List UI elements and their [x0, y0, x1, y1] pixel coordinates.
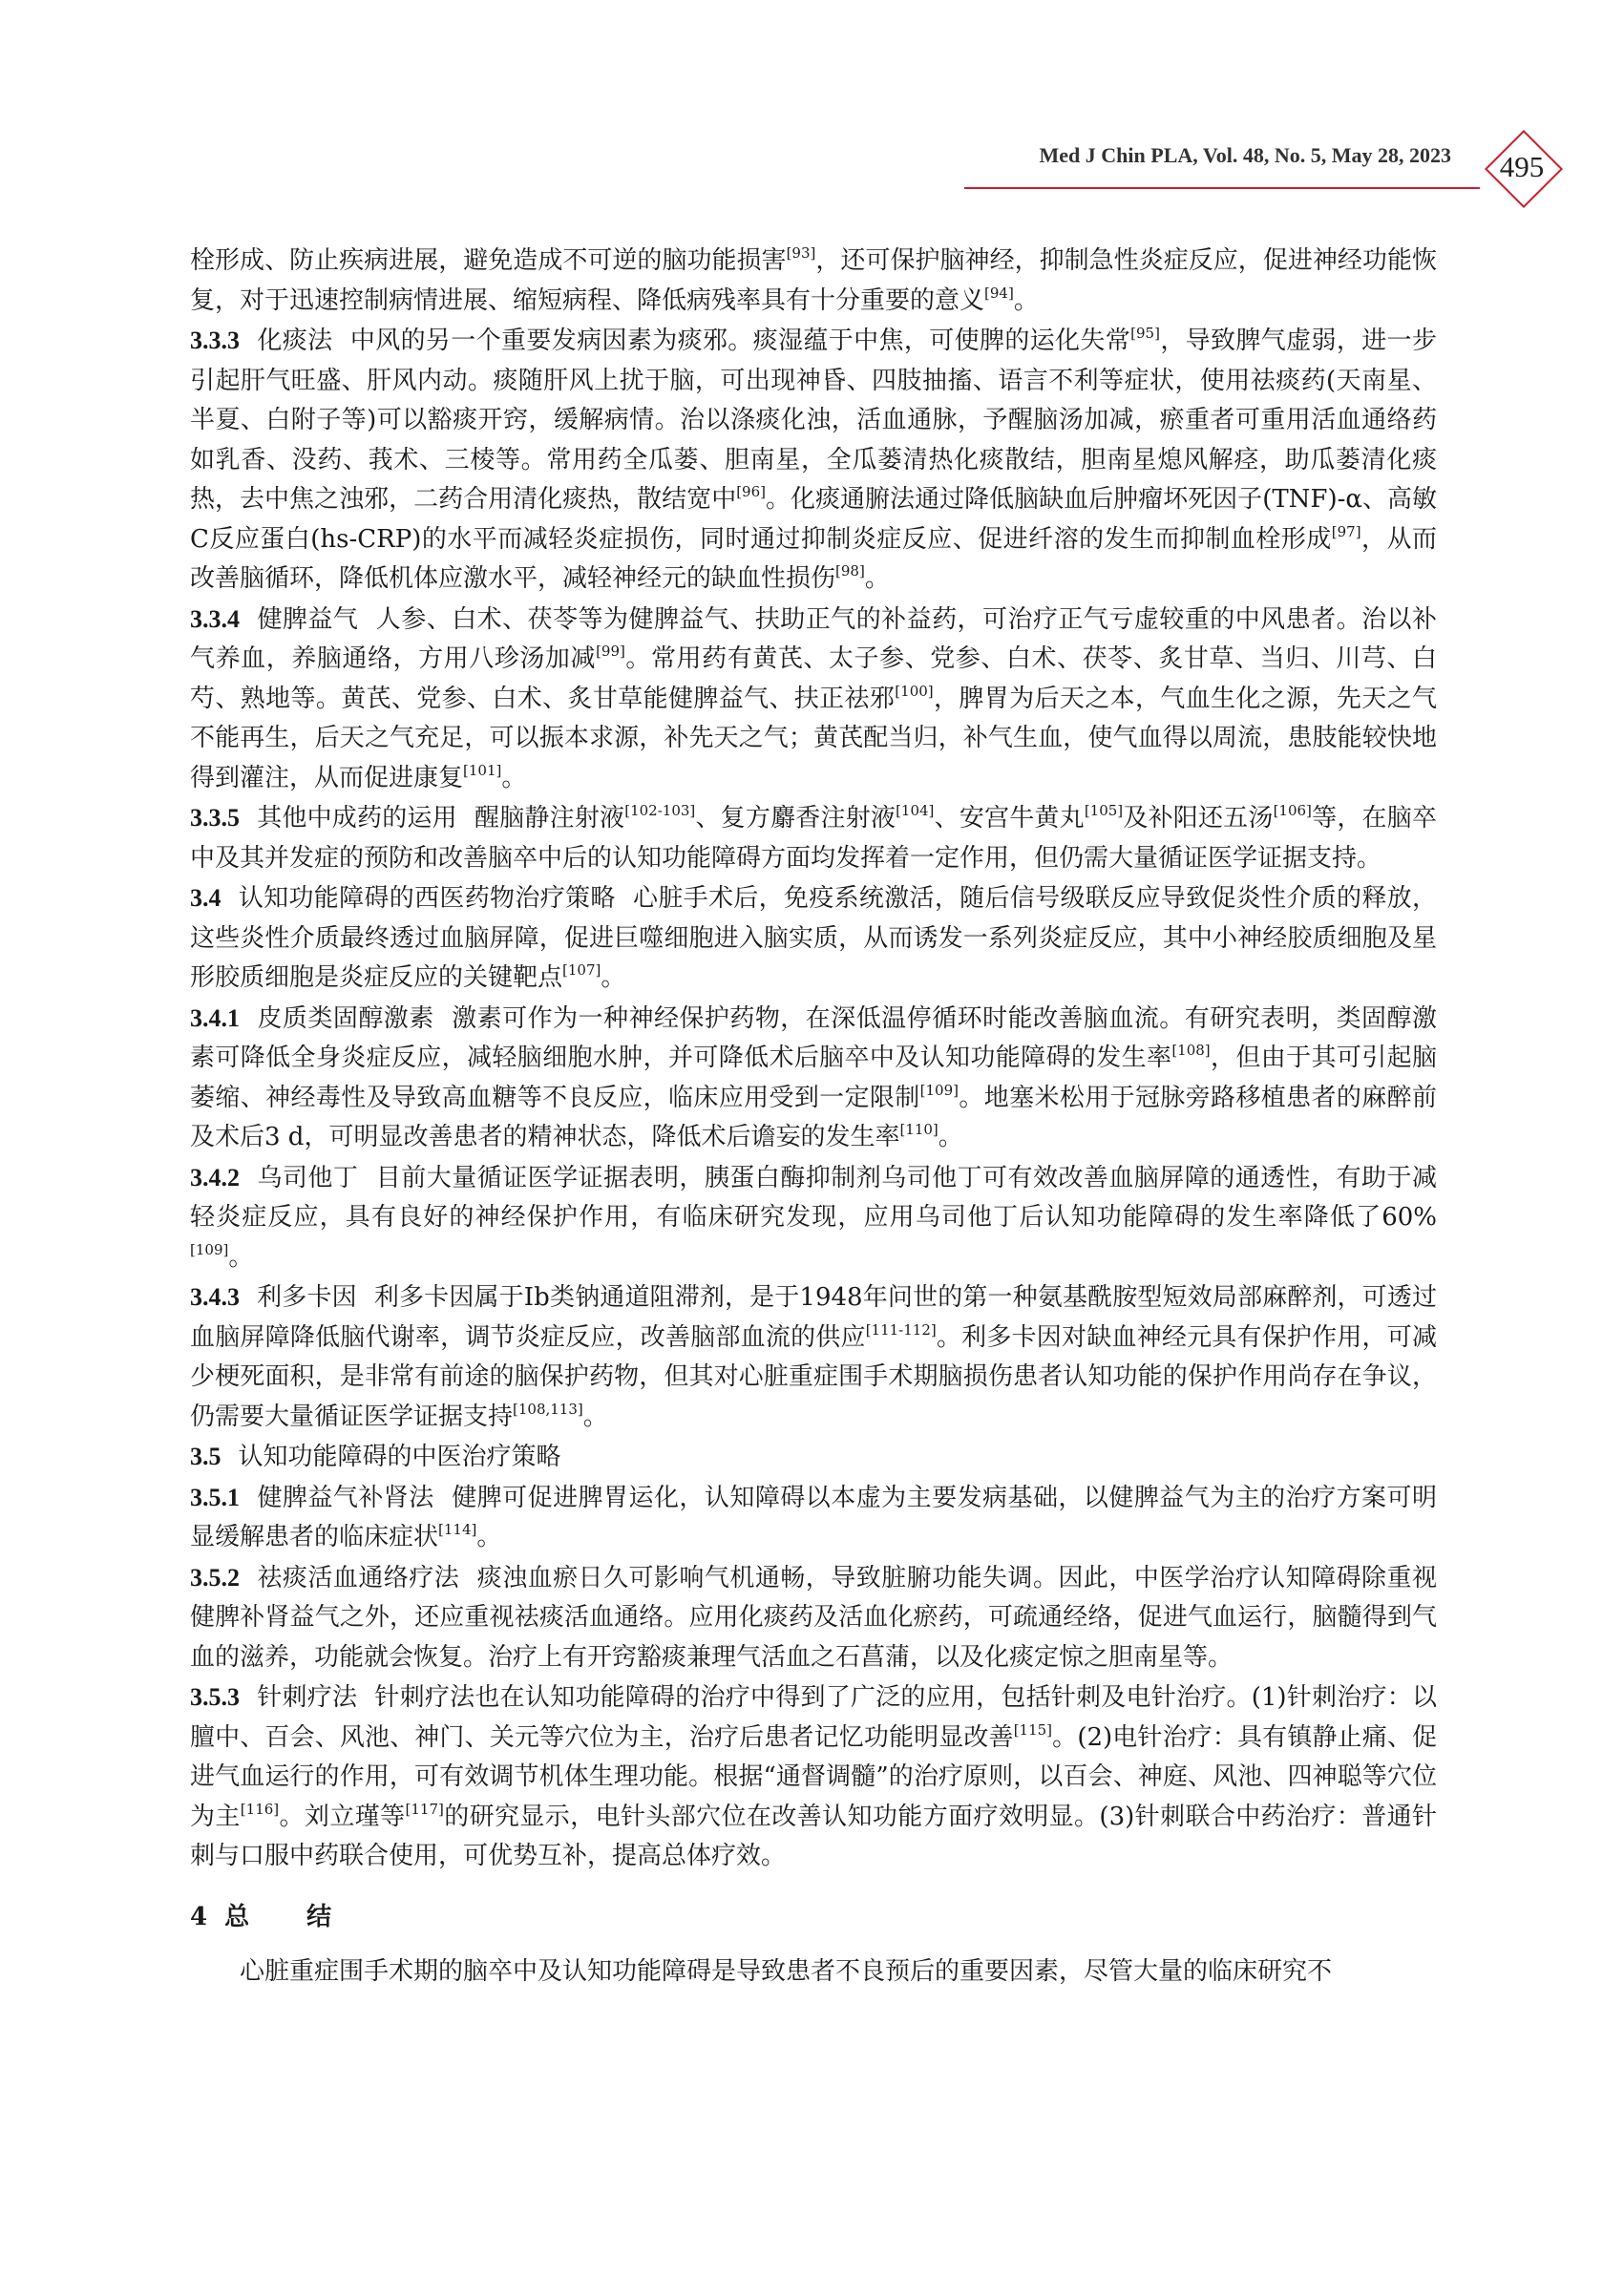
citation-ref: [95] [1130, 325, 1160, 342]
citation-ref: [105] [1084, 802, 1124, 819]
citation-ref: [104] [896, 802, 935, 819]
body-text: 人参、白术、茯苓等为健脾益气、扶助正气的补益药，可治疗正气亏虚较重的中风患者。治以补气养血，养脑通络，方用八珍汤加减 [190, 604, 1437, 673]
section-title-part: 总 [224, 1902, 250, 1931]
body-text: 。 [476, 1523, 502, 1551]
citation-ref: [117] [405, 1800, 444, 1818]
citation-ref: [111-112] [865, 1320, 937, 1339]
paragraph-list [190, 242, 1437, 1877]
body-text: ，还可保护脑神经，抑制急性炎症反应，促进神经功能恢复，对于迅速控制病情进展、缩短病程、降低病残率具有十分重要的意义 [190, 246, 1437, 315]
section-title: 化痰法 [257, 327, 333, 355]
body-text: 针刺疗法也在认知功能障碍的治疗中得到了广泛的应用，包括针刺及电针治疗。(1)针刺治疗：以膻中、百会、风池、神门、关元等穴位为主，治疗后患者记忆功能明显改善 [190, 1683, 1437, 1752]
section-title: 认知功能障碍的西医药物治疗策略 [238, 884, 616, 913]
citation-ref: [99] [596, 643, 625, 660]
citation-ref: [106] [1273, 802, 1312, 819]
header-rule [964, 187, 1480, 189]
citation-ref: [94] [984, 284, 1014, 302]
citation-ref: [109] [190, 1240, 229, 1258]
section-4-heading [190, 1898, 1437, 1938]
citation-ref: [96] [736, 483, 766, 500]
body-text: 痰浊血瘀日久可影响气机通畅，导致脏腑功能失调。因此，中医学治疗认知障碍除重视健脾补肾益气之外，还应重视祛痰活血通络。应用化痰药及活血化瘀药，可疏通经络，促进气血运行，脑髓得到气血的滋养，功能就会恢复。治疗上有开窍豁痰兼理气活血之石菖蒲，以及化痰定惊之胆南星等。 [190, 1563, 1437, 1672]
section-number: 4 [190, 1902, 208, 1931]
section-number: 3.5.3 [190, 1683, 240, 1711]
citation-ref: [107] [562, 961, 601, 979]
body-text: 利多卡因属于Ⅰb类钠通道阻滞剂，是于1948年问世的第一种氨基酰胺型短效局部麻醉剂，可透过血脑屏障降低脑代谢率，调节炎症反应，改善脑部血流的供应 [190, 1283, 1437, 1352]
section-number: 3.5 [190, 1443, 221, 1470]
running-header: Med J Chin PLA, Vol. 48, No. 5, May 28, 2023 [1039, 143, 1451, 167]
section-title-part: 结 [306, 1902, 332, 1931]
body-text: 、安宫牛黄丸 [934, 804, 1085, 833]
body-text: 。常用药有黄芪、太子参、党参、白术、茯苓、炙甘草、当归、川芎、白芍、熟地等。黄芪、党参、白术、炙甘草能健脾益气、扶正祛邪 [190, 644, 1437, 713]
citation-ref: [110] [899, 1121, 939, 1138]
citation-ref: [97] [1331, 522, 1361, 540]
section-title: 利多卡因 [257, 1283, 357, 1312]
section-title: 祛痰活血通络疗法 [257, 1563, 460, 1592]
paragraph [190, 878, 1437, 999]
article-body [190, 242, 1437, 1993]
paragraph [190, 1558, 1437, 1678]
body-text: 的研究显示，电针头部穴位在改善认知功能方面疗效明显。(3)针刺联合中药治疗：普通针刺与口服中药联合使用，可优势互补，提高总体疗效。 [190, 1802, 1437, 1870]
body-text: 。 [501, 763, 527, 792]
paragraph [190, 1158, 1437, 1278]
section-title: 健脾益气补肾法 [257, 1483, 434, 1512]
body-text: 。利多卡因对缺血神经元具有保护作用，可减少梗死面积，是非常有前途的脑保护药物，但其对心脏重症围手术期脑损伤患者认知功能的保护作用尚存在争议，仍需要大量循证医学证据支持 [190, 1322, 1437, 1431]
citation-ref: [114] [438, 1521, 477, 1538]
body-text: 。 [582, 1402, 608, 1431]
section-number: 3.4.3 [190, 1283, 240, 1311]
section-title: 皮质类固醇激素 [257, 1003, 434, 1033]
body-text: 。刘立瑾等 [279, 1802, 406, 1831]
body-text: 。(2)电针治疗：具有镇静止痛、促进气血运行的作用，可有效调节机体生理功能。根据“通督调髓”的治疗原则，以百会、神庭、风池、四神聪等穴位为主 [190, 1722, 1437, 1831]
section-number: 3.5.1 [190, 1483, 240, 1511]
citation-ref: [116] [240, 1800, 280, 1818]
section-title: 针刺疗法 [257, 1683, 358, 1712]
paragraph [190, 798, 1437, 878]
body-text: ，导致脾气虚弱，进一步引起肝气旺盛、肝风内动。痰随肝风上扰于脑，可出现神昏、四肢抽搐、语言不利等症状，使用祛痰药(天南星、半夏、白附子等)可以豁痰开窍，缓解病情。治以涤痰化浊，活血通脉，予醒脑汤加减，瘀重者可重用活血通络药如乳香、没药、莪术、三棱等。常用药全瓜蒌、胆南星，全瓜蒌清热化痰散结，胆南星熄风解痉，助瓜蒌清化痰热，去中焦之浊邪，二药合用清化痰热，散结宽中 [190, 327, 1437, 514]
section-number: 3.5.2 [190, 1563, 240, 1592]
citation-ref: [108,113] [513, 1400, 583, 1418]
body-text: 目前大量循证医学证据表明，胰蛋白酶抑制剂乌司他丁可有效改善血脑屏障的通透性，有助于减轻炎症反应，具有良好的神经保护作用，有临床研究发现，应用乌司他丁后认知功能障碍的发生率降低了60% [190, 1163, 1437, 1232]
body-text: 、复方麝香注射液 [695, 804, 896, 833]
body-text: 。 [938, 1123, 963, 1151]
body-text: 。 [864, 564, 890, 593]
paragraph [190, 1478, 1437, 1558]
paragraph [190, 1277, 1437, 1437]
section-number: 3.3.4 [190, 604, 240, 633]
body-text: 栓形成、防止疾病进展，避免造成不可逆的脑功能损害 [190, 246, 787, 275]
paragraph [190, 1677, 1437, 1877]
section-number: 3.4.2 [190, 1163, 240, 1192]
citation-ref: [93] [786, 244, 816, 262]
citation-ref: [108] [1171, 1042, 1211, 1059]
section-number: 3.4.1 [190, 1003, 240, 1032]
body-text: 。 [601, 963, 626, 992]
paragraph [190, 321, 1437, 600]
body-text: 。化痰通腑法通过降低脑缺血后肿瘤坏死因子(TNF)-α、高敏C反应蛋白(hs-CRP)的水平而减轻炎症损伤，同时通过抑制炎症反应、促进纤溶的发生而抑制血栓形成 [190, 485, 1437, 554]
paragraph [190, 600, 1437, 799]
body-text: 醒脑静注射液 [474, 804, 625, 833]
citation-ref: [98] [835, 562, 865, 580]
body-text: 激素可作为一种神经保护药物，在深低温停循环时能改善脑血流。有研究表明，类固醇激素可降低全身炎症反应，减轻脑细胞水肿，并可降低术后脑卒中及认知功能障碍的发生率 [190, 1003, 1437, 1072]
body-text: 。 [1013, 285, 1039, 315]
body-text: 心脏手术后，免疫系统激活，随后信号级联反应导致促炎性介质的释放，这些炎性介质最终透过血脑屏障，促进巨噬细胞进入脑实质，从而诱发一系列炎症反应，其中小神经胶质细胞及星形胶质细胞是炎症反应的关键靶点 [190, 884, 1437, 992]
body-text: ，但由于其可引起脑萎缩、神经毒性及导致高血糖等不良反应，临床应用受到一定限制 [190, 1044, 1437, 1112]
body-text: 。 [228, 1242, 254, 1272]
citation-ref: [100] [895, 682, 934, 700]
section-number: 3.3.5 [190, 804, 240, 832]
section-number: 3.3.3 [190, 327, 240, 354]
body-text: ，脾胃为后天之本，气血生化之源，先天之气不能再生，后天之气充足，可以振本求源，补先天之气；黄芪配当归，补气生血，使气血得以周流，患肢能较快地得到灌注，从而促进康复 [190, 684, 1437, 792]
body-text: 等，在脑卒中及其并发症的预防和改善脑卒中后的认知功能障碍方面均发挥着一定作用，但仍需大量循证医学证据支持。 [190, 804, 1437, 873]
body-text: 及补阳还五汤 [1123, 804, 1274, 833]
body-text: 中风的另一个重要发病因素为痰邪。痰湿蕴于中焦，可使脾的运化失常 [349, 327, 1131, 355]
body-text: ，从而改善脑循环，降低机体应激水平，减轻神经元的缺血性损伤 [190, 524, 1437, 593]
citation-ref: [115] [1013, 1720, 1053, 1739]
citation-ref: [109] [919, 1081, 959, 1099]
section-title: 其他中成药的运用 [257, 804, 457, 833]
paragraph [190, 1437, 1437, 1478]
section-title: 认知功能障碍的中医治疗策略 [238, 1443, 561, 1471]
citation-ref: [102-103] [624, 802, 696, 819]
section-title: 健脾益气 [257, 604, 359, 634]
page-number: 495 [1499, 150, 1545, 183]
body-text: 健脾可促进脾胃运化，认知障碍以本虚为主要发病基础，以健脾益气为主的治疗方案可明显缓解患者的临床症状 [190, 1483, 1437, 1551]
conclusion-paragraph: 心脏重症围手术期的脑卒中及认知功能障碍是导致患者不良预后的重要因素，尽管大量的临床研究不 [240, 1957, 1333, 1986]
paragraph [190, 999, 1437, 1158]
paragraph [190, 242, 1437, 321]
page-number-badge [1484, 129, 1560, 205]
body-text: 。地塞米松用于冠脉旁路移植患者的麻醉前及术后3 d，可明显改善患者的精神状态，降低术后谵妄的发生率 [190, 1083, 1437, 1151]
section-number: 3.4 [190, 884, 221, 912]
citation-ref: [101] [463, 761, 502, 779]
section-title: 乌司他丁 [257, 1163, 359, 1192]
